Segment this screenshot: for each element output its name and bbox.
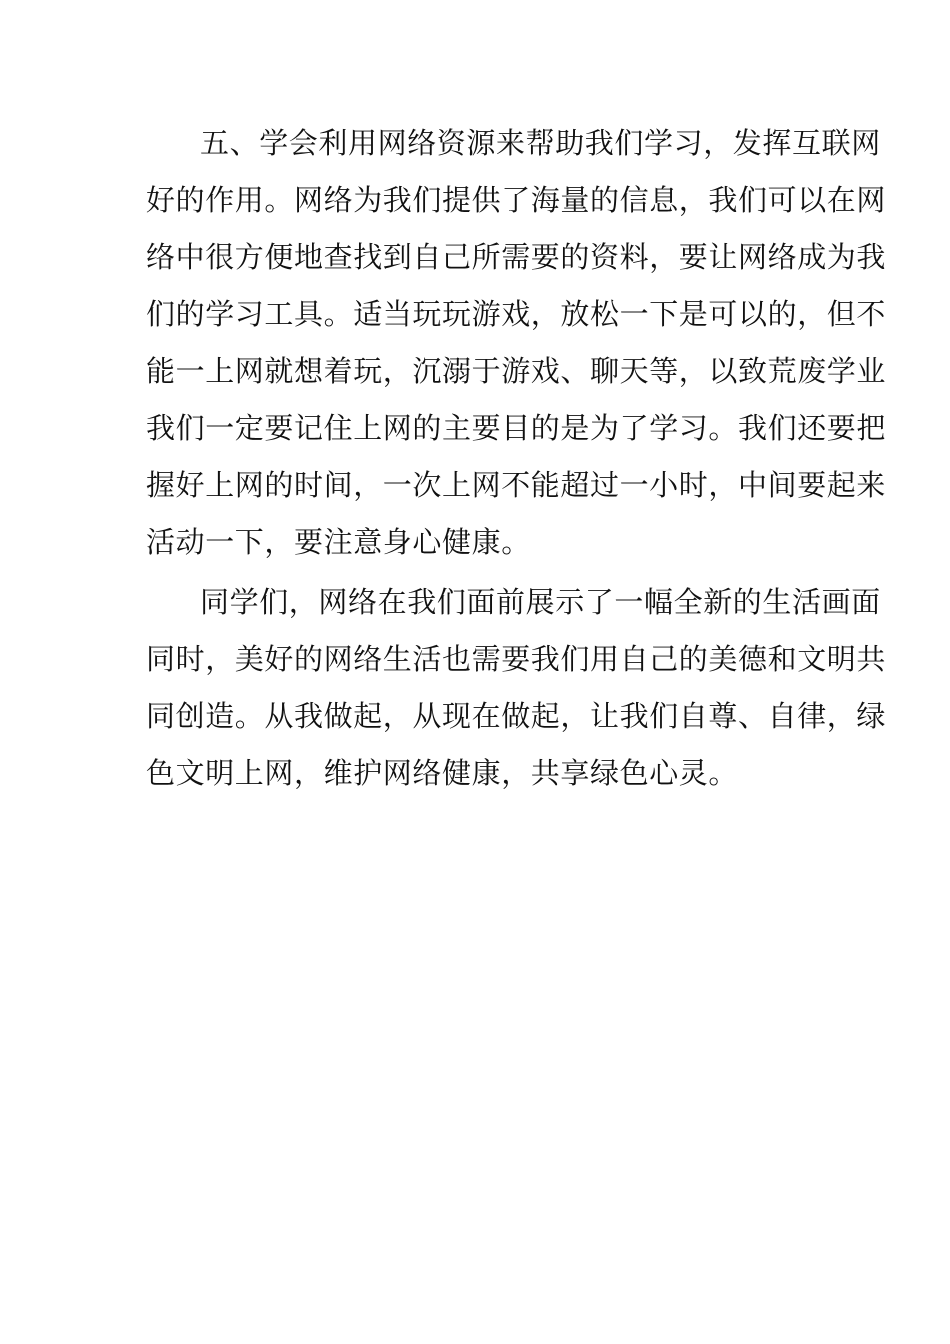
paragraph-line: 络中很方便地查找到自己所需要的资料，要让网络成为我	[146, 240, 887, 274]
paragraph-line: 活动一下，要注意身心健康。	[146, 525, 531, 559]
paragraph-line: 好的作用。网络为我们提供了海量的信息，我们可以在网	[146, 183, 887, 217]
paragraph-line: 色文明上网，维护网络健康，共享绿色心灵。	[146, 756, 739, 790]
paragraph-line: 们的学习工具。适当玩玩游戏，放松一下是可以的，但不	[146, 297, 887, 331]
paragraph-line: 能一上网就想着玩，沉溺于游戏、聊天等，以致荒废学业	[146, 354, 887, 388]
paragraph-line: 五、学会利用网络资源来帮助我们学习，发挥互联网	[200, 126, 881, 160]
paragraph-line: 同时，美好的网络生活也需要我们用自己的美德和文明共	[146, 642, 887, 676]
paragraph-line: 我们一定要记住上网的主要目的是为了学习。我们还要把	[146, 411, 887, 445]
paragraph-line: 同学们，网络在我们面前展示了一幅全新的生活画面	[200, 585, 881, 619]
paragraph-line: 同创造。从我做起，从现在做起，让我们自尊、自律，绿	[146, 699, 887, 733]
paragraph-line: 握好上网的时间，一次上网不能超过一小时，中间要起来	[146, 468, 887, 502]
